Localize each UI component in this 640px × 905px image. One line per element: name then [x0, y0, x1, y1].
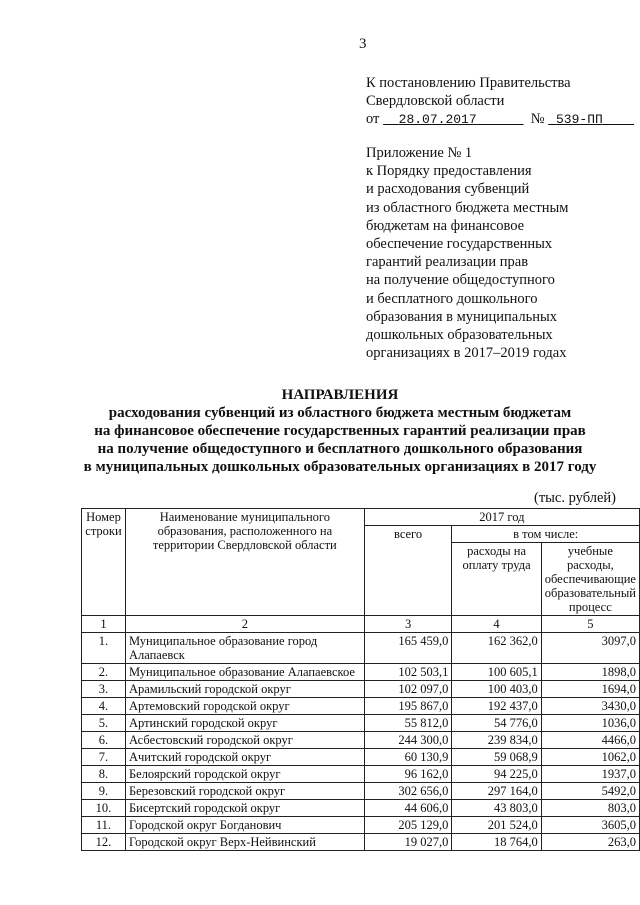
wages-value: 94 225,0 [452, 766, 541, 783]
row-number: 10. [82, 800, 126, 817]
wages-value: 192 437,0 [452, 698, 541, 715]
table-row [82, 633, 640, 664]
municipality-name: Арамильский городской округ [125, 681, 364, 698]
wages-value: 59 068,9 [452, 749, 541, 766]
municipality-name: Березовский городской округ [125, 783, 364, 800]
table-body [82, 633, 640, 851]
col-number: 5 [541, 616, 639, 633]
municipality-name: Городской округ Богданович [125, 817, 364, 834]
appendix-block [366, 144, 636, 362]
subvention-table [81, 508, 640, 851]
municipality-name: Муниципальное образование Алапаевское [125, 664, 364, 681]
decree-line-1: К постановлению Правительства [366, 75, 571, 91]
total-value: 102 097,0 [364, 681, 452, 698]
row-number: 9. [82, 783, 126, 800]
wages-value: 201 524,0 [452, 817, 541, 834]
total-value: 102 503,1 [364, 664, 452, 681]
table-row [82, 783, 640, 800]
education-costs-value: 1036,0 [541, 715, 639, 732]
table-row [82, 681, 640, 698]
wages-value: 54 776,0 [452, 715, 541, 732]
education-costs-value: 1062,0 [541, 749, 639, 766]
title-line: на финансовое обеспечение государственных гарантий реализации прав [94, 423, 586, 439]
education-costs-value: 4466,0 [541, 732, 639, 749]
wages-value: 100 605,1 [452, 664, 541, 681]
col-number: 2 [125, 616, 364, 633]
appendix-line: на получение общедоступного [366, 272, 555, 289]
decree-line-2: Свердловской области [366, 93, 505, 109]
municipality-name: Асбестовский городской округ [125, 732, 364, 749]
appendix-line: к Порядку предоставления [366, 163, 532, 180]
table-row [82, 834, 640, 851]
municipality-name: Белоярский городской округ [125, 766, 364, 783]
wages-value: 162 362,0 [452, 633, 541, 664]
document-title [40, 386, 640, 476]
decree-no-label: № [530, 111, 545, 127]
appendix-line: организациях в 2017–2019 годах [366, 345, 567, 362]
education-costs-value: 1937,0 [541, 766, 639, 783]
total-value: 165 459,0 [364, 633, 452, 664]
title-line: расходования субвенций из областного бюджета местным бюджетам [108, 405, 572, 421]
header-year: 2017 год [364, 509, 639, 526]
title-line: в муниципальных дошкольных образовательных организациях в 2017 году [83, 459, 597, 475]
row-number: 1. [82, 633, 126, 664]
education-costs-value: 5492,0 [541, 783, 639, 800]
total-value: 19 027,0 [364, 834, 452, 851]
total-value: 244 300,0 [364, 732, 452, 749]
total-value: 96 162,0 [364, 766, 452, 783]
municipality-name: Ачитский городской округ [125, 749, 364, 766]
total-value: 205 129,0 [364, 817, 452, 834]
municipality-name: Городской округ Верх-Нейвинский [125, 834, 364, 851]
table-row [82, 698, 640, 715]
appendix-line: дошкольных образовательных [366, 327, 553, 344]
table-row [82, 664, 640, 681]
wages-value: 297 164,0 [452, 783, 541, 800]
table-row [82, 800, 640, 817]
total-value: 44 606,0 [364, 800, 452, 817]
title-line: НАПРАВЛЕНИЯ [281, 387, 399, 403]
education-costs-value: 1898,0 [541, 664, 639, 681]
municipality-name: Артемовский городской округ [125, 698, 364, 715]
appendix-line: Приложение № 1 [366, 145, 473, 161]
page-number: 3 [359, 36, 367, 52]
decree-header [366, 74, 636, 129]
education-costs-value: 3605,0 [541, 817, 639, 834]
header-wages: расходы на оплату труда [452, 543, 541, 616]
appendix-line: образования в муниципальных [366, 308, 557, 325]
decree-number: 539-ПП [556, 112, 603, 127]
decree-from-label: от [366, 111, 380, 127]
row-number: 3. [82, 681, 126, 698]
header-municipality: Наименование муниципального образования, расположенного на территории Свердловской области [125, 509, 364, 616]
table-row [82, 766, 640, 783]
table-row [82, 749, 640, 766]
wages-value: 239 834,0 [452, 732, 541, 749]
wages-value: 43 803,0 [452, 800, 541, 817]
total-value: 60 130,9 [364, 749, 452, 766]
row-number: 12. [82, 834, 126, 851]
wages-value: 100 403,0 [452, 681, 541, 698]
row-number: 5. [82, 715, 126, 732]
education-costs-value: 1694,0 [541, 681, 639, 698]
total-value: 55 812,0 [364, 715, 452, 732]
row-number: 11. [82, 817, 126, 834]
table-row [82, 715, 640, 732]
col-number: 1 [82, 616, 126, 633]
header-including: в том числе: [452, 526, 640, 543]
education-costs-value: 263,0 [541, 834, 639, 851]
education-costs-value: 803,0 [541, 800, 639, 817]
decree-date-line [366, 110, 636, 129]
col-number: 3 [364, 616, 452, 633]
municipality-name: Артинский городской округ [125, 715, 364, 732]
header-education-costs: учебные расходы, обеспечивающие образовательный процесс [541, 543, 639, 616]
education-costs-value: 3430,0 [541, 698, 639, 715]
table-row [82, 732, 640, 749]
title-line: на получение общедоступного и бесплатного дошкольного образования [97, 441, 583, 457]
table-row [82, 817, 640, 834]
municipality-name: Муниципальное образование город Алапаевск [125, 633, 364, 664]
municipality-name: Бисертский городской округ [125, 800, 364, 817]
total-value: 195 867,0 [364, 698, 452, 715]
unit-label: (тыс. рублей) [534, 490, 616, 506]
col-number: 4 [452, 616, 541, 633]
row-number: 6. [82, 732, 126, 749]
appendix-line: и бесплатного дошкольного [366, 290, 538, 307]
row-number: 8. [82, 766, 126, 783]
appendix-line: из областного бюджета местным [366, 199, 569, 216]
appendix-line: бюджетам на финансовое [366, 217, 525, 234]
header-row-number: Номер строки [82, 509, 126, 616]
appendix-line: гарантий реализации прав [366, 254, 529, 271]
total-value: 302 656,0 [364, 783, 452, 800]
appendix-line: и расходования субвенций [366, 181, 530, 198]
decree-date: 28.07.2017 [398, 112, 477, 127]
row-number: 7. [82, 749, 126, 766]
row-number: 4. [82, 698, 126, 715]
education-costs-value: 3097,0 [541, 633, 639, 664]
header-total: всего [364, 526, 452, 616]
wages-value: 18 764,0 [452, 834, 541, 851]
row-number: 2. [82, 664, 126, 681]
appendix-line: обеспечение государственных [366, 236, 553, 253]
